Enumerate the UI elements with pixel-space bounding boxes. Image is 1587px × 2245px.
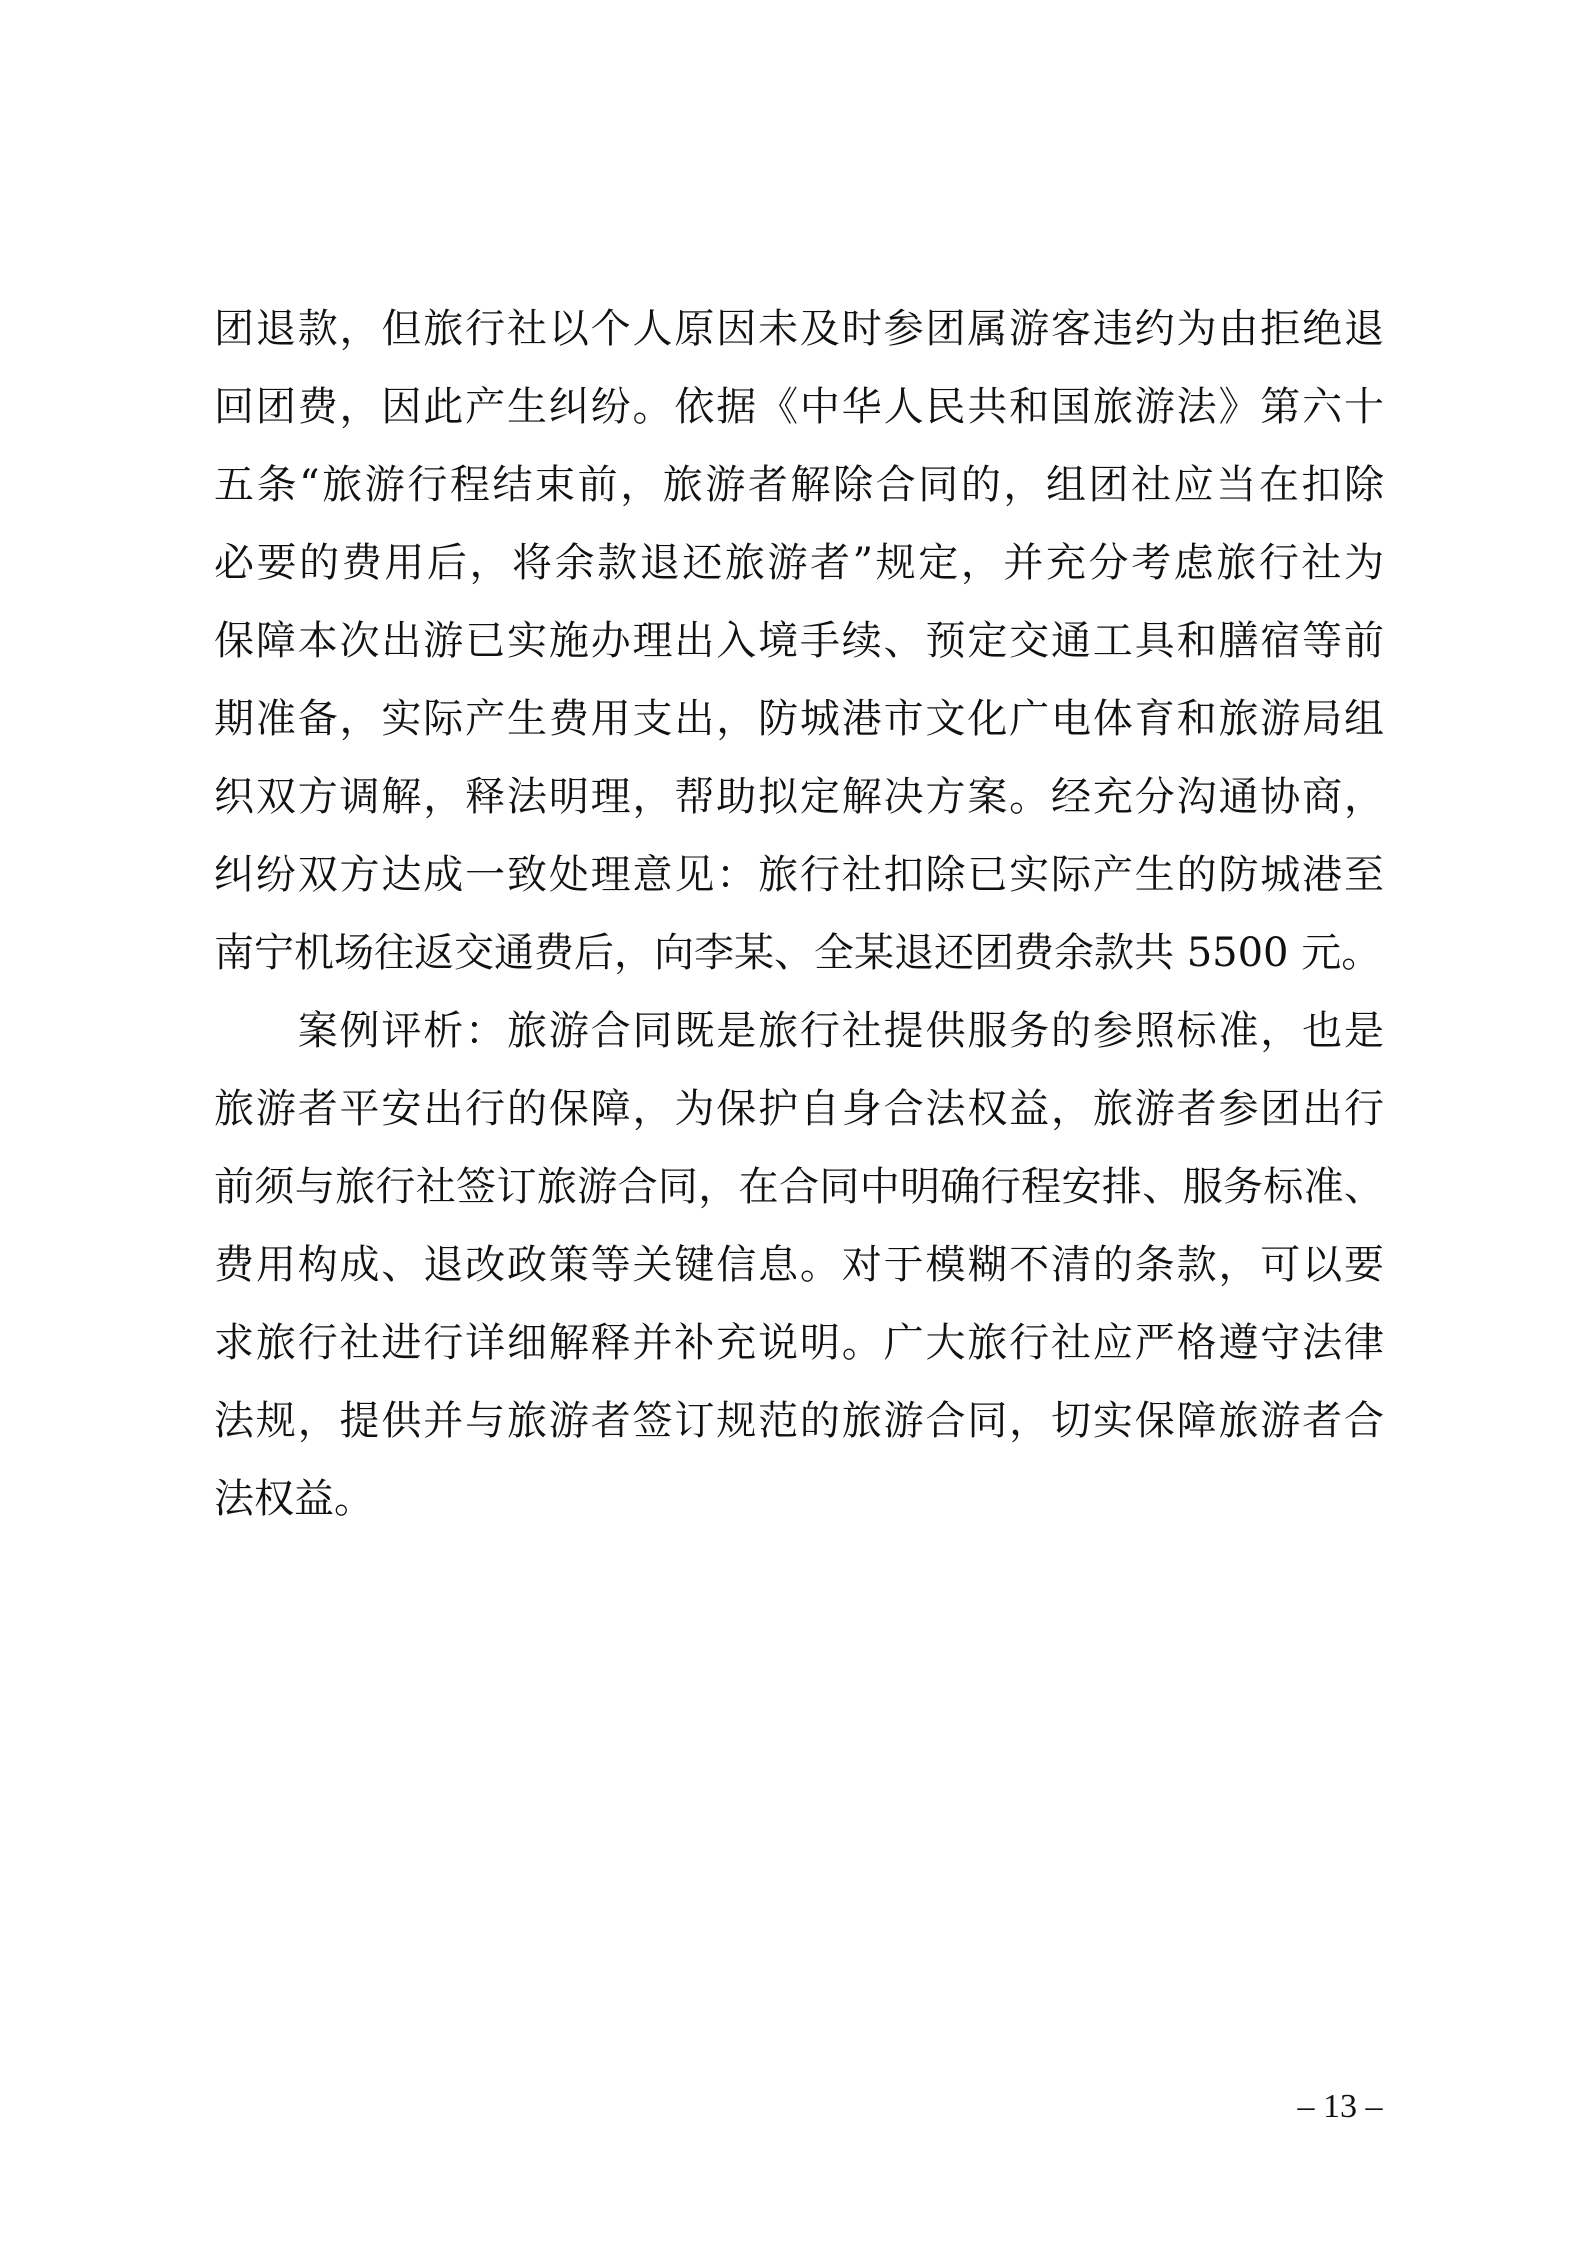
body-text bbox=[214, 290, 1384, 1538]
text-line: 法规，提供并与旅游者签订规范的旅游合同，切实保障旅游者合 bbox=[214, 1398, 1384, 1444]
text-line: 费用构成、退改政策等关键信息。对于模糊不清的条款，可以要 bbox=[214, 1242, 1384, 1288]
text-line: 织双方调解，释法明理，帮助拟定解决方案。经充分沟通协商， bbox=[214, 774, 1384, 820]
text-line: 必要的费用后，将余款退还旅游者”规定，并充分考虑旅行社为 bbox=[214, 540, 1384, 586]
text-line: 求旅行社进行详细解释并补充说明。广大旅行社应严格遵守法律 bbox=[214, 1320, 1384, 1366]
text-line: 前须与旅行社签订旅游合同，在合同中明确行程安排、服务标准、 bbox=[214, 1164, 1384, 1210]
text-line: 旅游者平安出行的保障，为保护自身合法权益，旅游者参团出行 bbox=[214, 1086, 1384, 1132]
text-line: 回团费，因此产生纠纷。依据《中华人民共和国旅游法》第六十 bbox=[214, 384, 1384, 430]
text-line: 南宁机场往返交通费后，向李某、全某退还团费余款共 5500 元。 bbox=[214, 930, 1382, 976]
text-line: 团退款，但旅行社以个人原因未及时参团属游客违约为由拒绝退 bbox=[214, 306, 1384, 352]
text-line: 案例评析：旅游合同既是旅行社提供服务的参照标准，也是 bbox=[214, 1008, 1384, 1054]
text-line: 法权益。 bbox=[214, 1476, 374, 1522]
page-number: – 13 – bbox=[1297, 2088, 1383, 2125]
text-line: 五条“旅游行程结束前，旅游者解除合同的，组团社应当在扣除 bbox=[214, 462, 1384, 508]
text-line: 保障本次出游已实施办理出入境手续、预定交通工具和膳宿等前 bbox=[214, 618, 1384, 664]
text-line: 期准备，实际产生费用支出，防城港市文化广电体育和旅游局组 bbox=[214, 696, 1384, 742]
text-line: 纠纷双方达成一致处理意见：旅行社扣除已实际产生的防城港至 bbox=[214, 852, 1384, 898]
